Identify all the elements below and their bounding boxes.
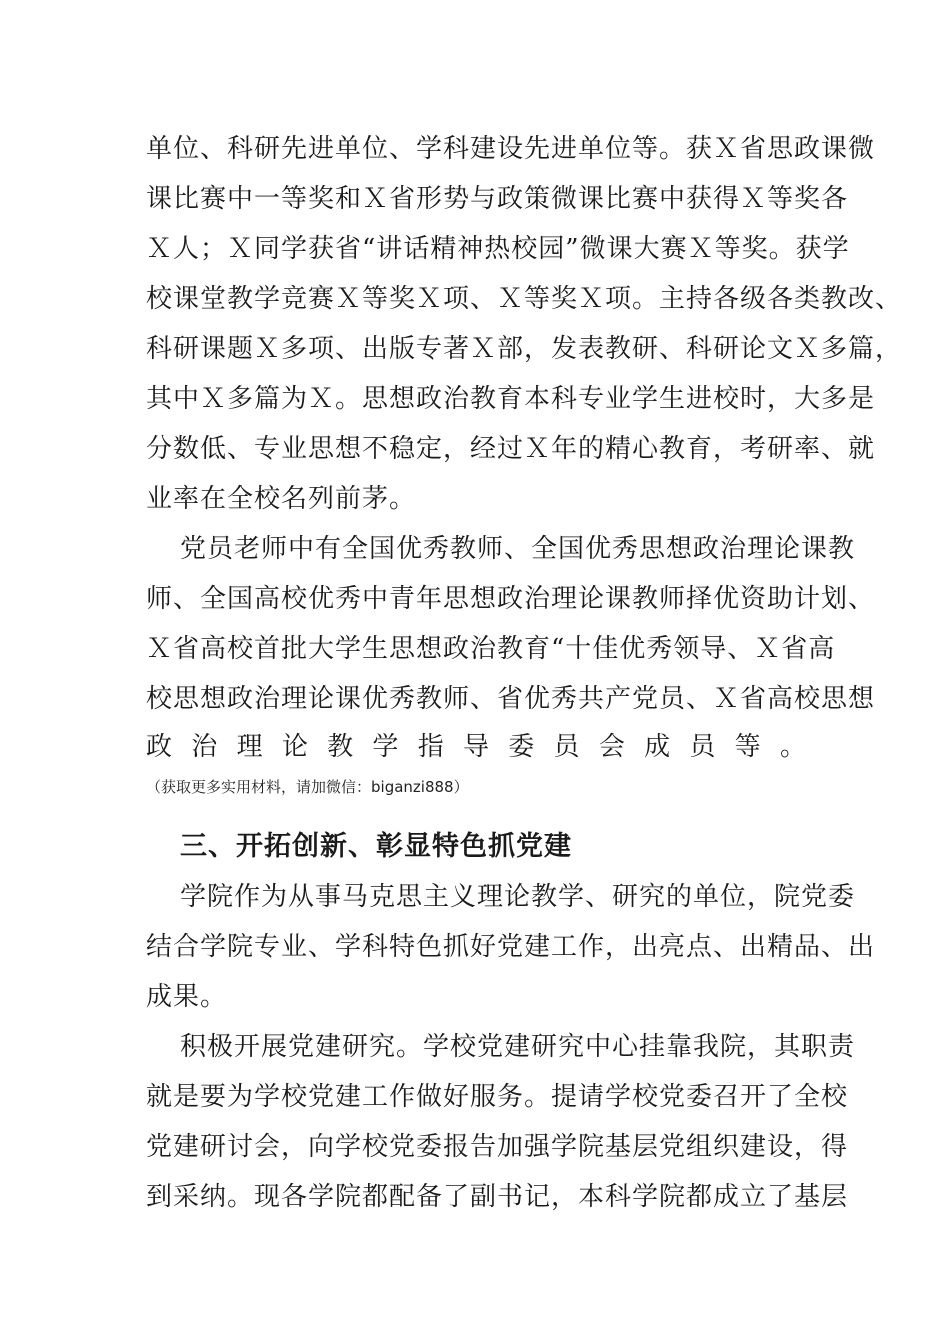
justified-char: 治 (191, 732, 218, 762)
paragraph1-line: 业率在全校名列前茅。 (146, 484, 417, 514)
paragraph2-line-justified (146, 722, 806, 772)
justified-char: 指 (417, 732, 444, 762)
justified-char: 理 (236, 732, 263, 762)
paragraph1-line: Ｘ人；Ｘ同学获省“讲话精神热校园”微课大赛Ｘ等奖。获学 (146, 234, 850, 264)
paragraph1-line: 课比赛中一等奖和Ｘ省形势与政策微课比赛中获得Ｘ等奖各 (146, 184, 849, 214)
paragraph4-line: 积极开展党建研究。学校党建研究中心挂靠我院，其职责 (180, 1032, 856, 1062)
justified-char: 学 (372, 732, 399, 762)
justified-char: 会 (598, 732, 625, 762)
promo-note: （获取更多实用材料，请加微信：biganzi888） (146, 778, 469, 796)
justified-char: 等 (734, 732, 761, 762)
paragraph4-line: 就是要为学校党建工作做好服务。提请学校党委召开了全校 (146, 1082, 849, 1112)
justified-char: 员 (689, 732, 716, 762)
justified-char: 员 (553, 732, 580, 762)
paragraph1-line: 单位、科研先进单位、学科建设先进单位等。获Ｘ省思政课微 (146, 134, 876, 164)
paragraph3-line: 成果。 (146, 982, 228, 1012)
section-heading: 三、开拓创新、彰显特色抓党建 (180, 831, 572, 862)
paragraph1-line: 分数低、专业思想不稳定，经过Ｘ年的精心教育，考研率、就 (146, 434, 876, 464)
justified-char: 教 (327, 732, 354, 762)
paragraph2-line: Ｘ省高校首批大学生思想政治教育“十佳优秀领导、Ｘ省高 (146, 634, 836, 664)
paragraph3-line: 结合学院专业、学科特色抓好党建工作，出亮点、出精品、出 (146, 932, 876, 962)
paragraph2-line: 师、全国高校优秀中青年思想政治理论课教师择优资助计划、 (146, 584, 876, 614)
paragraph1-line: 科研课题Ｘ多项、出版专著Ｘ部，发表教研、科研论文Ｘ多篇， (146, 334, 903, 364)
paragraph1-line: 其中Ｘ多篇为Ｘ。思想政治教育本科专业学生进校时，大多是 (146, 384, 876, 414)
paragraph4-line: 党建研讨会，向学校党委报告加强学院基层党组织建设，得 (146, 1132, 849, 1162)
justified-char: 委 (508, 732, 535, 762)
paragraph4-line: 到采纳。现各学院都配备了副书记，本科学院都成立了基层 (146, 1182, 849, 1212)
paragraph3-line: 学院作为从事马克思主义理论教学、研究的单位，院党委 (180, 882, 856, 912)
paragraph2-line: 党员老师中有全国优秀教师、全国优秀思想政治理论课教 (180, 534, 856, 564)
paragraph2-line: 校思想政治理论课优秀教师、省优秀共产党员、Ｘ省高校思想 (146, 684, 876, 714)
paragraph1-line: 校课堂教学竞赛Ｘ等奖Ｘ项、Ｘ等奖Ｘ项。主持各级各类教改、 (146, 284, 903, 314)
justified-char: 论 (281, 732, 308, 762)
justified-char: 政 (146, 732, 173, 762)
justified-char: 导 (462, 732, 489, 762)
justified-char: 。 (779, 732, 806, 762)
justified-char: 成 (644, 732, 671, 762)
